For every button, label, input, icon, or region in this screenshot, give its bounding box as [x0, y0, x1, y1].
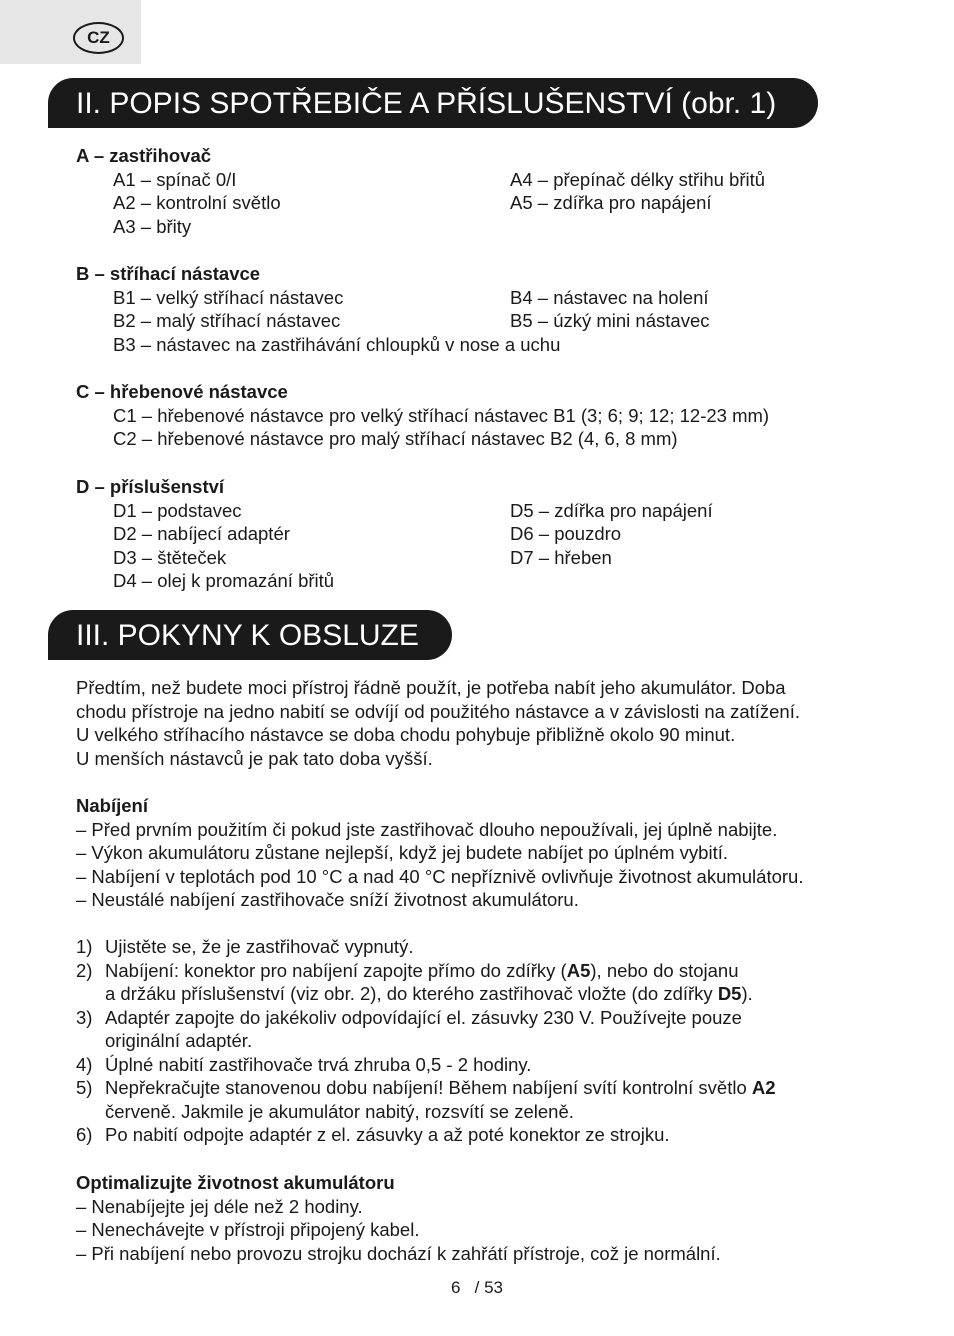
- item-d4: D4 – olej k promazání břitů: [113, 570, 335, 591]
- group-c: [76, 380, 770, 451]
- charging-line: – Výkon akumulátoru zůstane nejlepší, když jej budete nabíjet po úplném vybití.: [76, 842, 728, 863]
- list-row: [76, 309, 710, 333]
- intro-line: Předtím, než budete moci přístroj řádně použít, je potřeba nabít jeho akumulátor. Doba: [76, 677, 786, 698]
- item-d1: D1 – podstavec: [113, 499, 242, 521]
- charging-section: [76, 794, 896, 912]
- list-row: [76, 522, 622, 546]
- language-badge: CZ: [73, 22, 124, 54]
- group-d: [76, 475, 713, 593]
- list-row: [76, 215, 211, 239]
- list-row: [76, 499, 713, 523]
- section-title-description: II. POPIS SPOTŘEBIČE A PŘÍSLUŠENSTVÍ (obr. 1): [48, 78, 818, 128]
- item-d7: D7 – hřeben: [510, 546, 612, 568]
- intro-line: U menších nástavců je pak tato doba vyšší.: [76, 747, 433, 769]
- item-d6: D6 – pouzdro: [510, 523, 622, 544]
- list-row: [76, 191, 712, 215]
- group-a-heading: A – zastřihovač: [76, 145, 212, 166]
- step-text: Ujistěte se, že je zastřihovač vypnutý.: [105, 936, 414, 957]
- list-row: [76, 569, 335, 593]
- step-text: [105, 982, 776, 1006]
- step-text: Adaptér zapojte do jakékoliv odpovídající el. zásuvky 230 V. Používejte pouze: [105, 1006, 742, 1028]
- item-d5: D5 – zdířka pro napájení: [510, 499, 713, 521]
- step-number: 6): [76, 1124, 93, 1145]
- list-row: [76, 404, 770, 428]
- ref-a2: A2: [751, 1077, 776, 1098]
- item-a4: A4 – přepínač délky střihu břitů: [510, 168, 766, 190]
- item-b3: B3 – nástavec na zastřihávání chloupků v nose a uchu: [113, 333, 561, 355]
- item-a2: A2 – kontrolní světlo: [113, 192, 281, 213]
- step-3: [76, 1006, 776, 1053]
- group-a: [76, 144, 766, 238]
- item-b4: B4 – nástavec na holení: [510, 286, 709, 308]
- step-number: 1): [76, 936, 93, 957]
- item-c2: C2 – hřebenové nástavce pro malý stříhací nástavec B2 (4, 6, 8 mm): [113, 428, 678, 449]
- optimize-heading: Optimalizujte životnost akumulátoru: [76, 1172, 395, 1193]
- step-number: 3): [76, 1006, 93, 1028]
- step-2: [76, 959, 776, 1006]
- charging-line: – Neustálé nabíjení zastřihovače sníží životnost akumulátoru.: [76, 889, 579, 910]
- list-row: [76, 333, 561, 357]
- item-a5: A5 – zdířka pro napájení: [510, 192, 712, 213]
- step-text-part: ), nebo do stojanu: [590, 959, 739, 981]
- charging-line: – Nabíjení v teplotách pod 10 °C a nad 40 °C nepříznivě ovlivňuje životnost akumulátoru.: [76, 865, 804, 887]
- charging-heading: Nabíjení: [76, 795, 148, 816]
- section-title-instructions: III. POKYNY K OBSLUZE: [48, 610, 452, 660]
- step-text-part: a držáku příslušenství (viz obr. 2), do kterého zastřihovač vložte (do zdířky: [105, 983, 718, 1004]
- list-row: [76, 286, 709, 310]
- step-4: [76, 1053, 776, 1077]
- ref-d5: D5: [717, 983, 742, 1004]
- group-b-heading: B – stříhací nástavce: [76, 263, 261, 284]
- step-text: Úplné nabití zastřihovače trvá zhruba 0,5 - 2 hodiny.: [105, 1053, 532, 1075]
- intro-line: U velkého stříhacího nástavce se doba chodu pohybuje přibližně okolo 90 minut.: [76, 724, 736, 745]
- step-text: originální adaptér.: [105, 1030, 253, 1051]
- item-b5: B5 – úzký mini nástavec: [510, 310, 710, 331]
- group-d-heading: D – příslušenství: [76, 476, 225, 497]
- item-a3: A3 – břity: [113, 215, 192, 237]
- step-text: [105, 959, 776, 983]
- optimize-section: [76, 1171, 896, 1265]
- step-text-part: Nepřekračujte stanovenou dobu nabíjení! Během nabíjení svítí kontrolní světlo: [105, 1077, 752, 1098]
- optimize-line: – Při nabíjení nebo provozu strojku dochází k zahřátí přístroje, což je normální.: [76, 1242, 721, 1264]
- step-number: 2): [76, 959, 93, 981]
- list-row: [76, 168, 766, 192]
- list-row: [76, 546, 612, 570]
- item-d3: D3 – štěteček: [113, 546, 227, 568]
- step-text: červeně. Jakmile je akumulátor nabitý, rozsvítí se zeleně.: [105, 1100, 574, 1122]
- step-number: 5): [76, 1077, 93, 1098]
- step-6: [76, 1123, 776, 1147]
- item-a1: A1 – spínač 0/I: [113, 168, 237, 190]
- step-number: 4): [76, 1053, 93, 1075]
- item-b2: B2 – malý stříhací nástavec: [113, 310, 341, 331]
- list-row: [76, 427, 678, 451]
- intro-line: chodu přístroje na jedno nabití se odvíjí od použitého nástavce a v závislosti na zatížení.: [76, 700, 800, 722]
- step-text: Po nabití odpojte adaptér z el. zásuvky a až poté konektor ze strojku.: [105, 1124, 670, 1145]
- optimize-line: – Nenabíjejte jej déle než 2 hodiny.: [76, 1195, 363, 1217]
- group-b: [76, 262, 710, 356]
- step-text-part: Nabíjení: konektor pro nabíjení zapojte přímo do zdířky (: [105, 959, 567, 981]
- item-c1: C1 – hřebenové nástavce pro velký stříhací nástavec B1 (3; 6; 9; 12; 12-23 mm): [113, 404, 770, 426]
- step-text-part: ).: [741, 983, 753, 1004]
- step-5: [76, 1076, 776, 1123]
- optimize-line: – Nenechávejte v přístroji připojený kabel.: [76, 1219, 420, 1240]
- charging-steps: [76, 935, 776, 1147]
- intro-paragraph: [76, 676, 896, 770]
- item-d2: D2 – nabíjecí adaptér: [113, 523, 290, 544]
- step-1: [76, 935, 776, 959]
- ref-a5: A5: [566, 959, 591, 981]
- page-number: 6 / 53: [451, 1278, 503, 1297]
- group-c-heading: C – hřebenové nástavce: [76, 381, 288, 402]
- item-b1: B1 – velký stříhací nástavec: [113, 286, 344, 308]
- step-text: [105, 1076, 776, 1100]
- charging-line: – Před prvním použitím či pokud jste zastřihovač dlouho nepoužívali, jej úplně nabijte.: [76, 818, 778, 840]
